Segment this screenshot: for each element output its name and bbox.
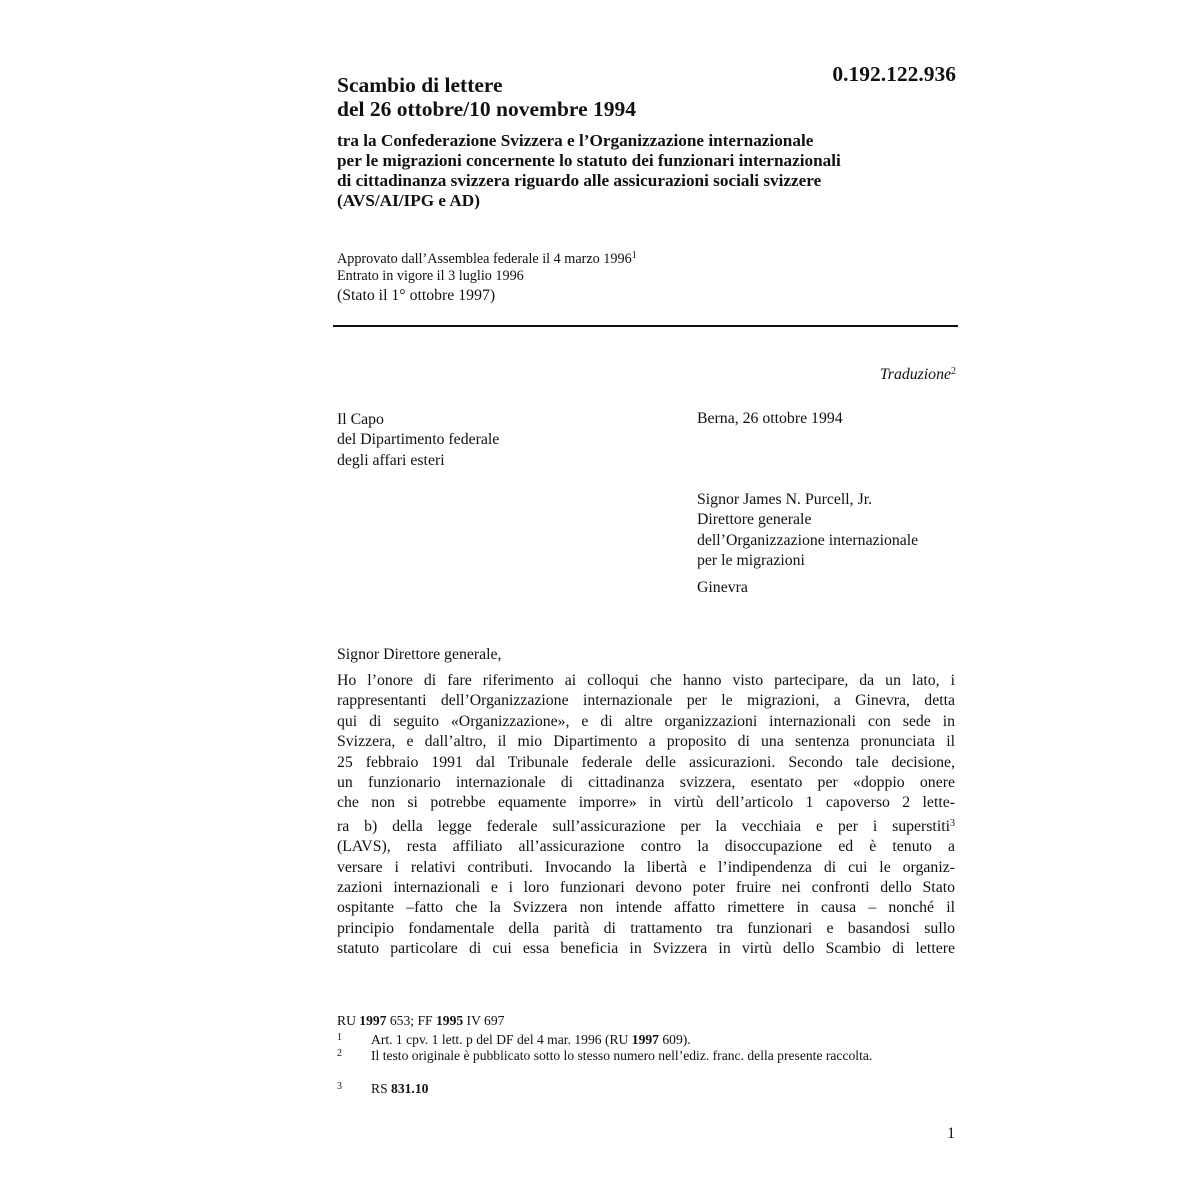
- recipient-city: Ginevra: [697, 579, 748, 596]
- body-line: Ho l’onore di fare riferimento ai colloqui che hanno visto partecipare, da un lato, i: [337, 672, 955, 689]
- body-line: qui di seguito «Organizzazione», e di altre organizzazioni internazionali con sede in: [337, 712, 955, 730]
- letter-body: [337, 671, 955, 960]
- status-date: (Stato il 1° ottobre 1997): [337, 287, 496, 304]
- ref-text: 653; FF: [386, 1013, 436, 1028]
- translation-note: [780, 366, 956, 384]
- document-subtitle: [337, 131, 962, 211]
- footnote-text: [371, 1049, 911, 1063]
- body-line: ospitante –fatto che la Svizzera non intende affatto rimettere in causa – nonché il: [337, 899, 955, 917]
- body-line: un funzionario internazionale di cittadinanza svizzera, esentato per «doppio onere: [337, 774, 955, 792]
- footnote-marker[interactable]: 1: [631, 250, 637, 261]
- ref-text: IV 697: [463, 1013, 505, 1028]
- title-line-2: del 26 ottobre/10 novembre 1994: [337, 97, 636, 121]
- translation-label: Traduzione: [879, 366, 951, 383]
- recipient-line: Direttore generale: [697, 511, 812, 529]
- approval-info: [337, 247, 637, 285]
- letter-place-date: Berna, 26 ottobre 1994: [697, 410, 843, 427]
- body-line: Svizzera, e dall’altro, il mio Dipartimento a proposito di una sentenza pronunciata il: [337, 733, 955, 751]
- body-line: statuto particolare di cui essa beneficia in Svizzera in virtù dello Scambio di lettere: [337, 940, 955, 958]
- sender-line: degli affari esteri: [337, 451, 445, 469]
- recipient-line: dell’Organizzazione internazionale: [697, 531, 919, 549]
- footnote-marker[interactable]: 3: [950, 817, 955, 829]
- footnote-text-part: Art. 1 cpv. 1 lett. p del DF del 4 mar. 1996 (RU: [371, 1032, 632, 1047]
- sr-number: 0.192.122.936: [832, 62, 956, 86]
- page-number: 1: [947, 1125, 955, 1142]
- footnote-marker[interactable]: 2: [951, 366, 956, 377]
- footnote-number: 2: [337, 1048, 342, 1059]
- body-line: 25 febbraio 1991 dal Tribunale federale delle assicurazioni. Secondo tale decisione,: [337, 753, 955, 771]
- approved-line: [337, 247, 637, 268]
- title-line-1: Scambio di lettere: [337, 73, 503, 97]
- footnote-text-part: RS: [371, 1081, 392, 1096]
- document-title: [337, 73, 817, 121]
- body-line-text: ra b) della legge federale sull’assicurazione per la vecchiaia e per i superstiti: [337, 817, 950, 835]
- letter-recipient: [697, 490, 918, 572]
- ref-year: 1997: [359, 1013, 387, 1028]
- footnote-bold: 831.10: [391, 1081, 429, 1096]
- ref-year: 1995: [435, 1013, 464, 1028]
- subtitle-line: tra la Confederazione Svizzera e l’Organizzazione internazionale: [337, 131, 814, 150]
- sender-line: Il Capo: [337, 411, 384, 428]
- recipient-line: per le migrazioni: [697, 552, 805, 570]
- letter-sender: [337, 410, 499, 471]
- letter-salutation: Signor Direttore generale,: [337, 646, 502, 663]
- ref-text: RU: [337, 1013, 360, 1028]
- publication-reference: [337, 1013, 504, 1029]
- body-line-with-footnote: [337, 814, 955, 837]
- body-line: principio fondamentale della parità di trattamento tra funzionari e basandosi sullo: [337, 919, 955, 937]
- footnote-text-part: 609).: [658, 1032, 691, 1047]
- footnote-text-part: Il testo originale è pubblicato sotto lo stesso numero nell’ediz. franc. della presente raccolta.: [371, 1048, 873, 1063]
- approved-text: Approvato dall’Assemblea federale il 4 marzo 1996: [337, 251, 632, 267]
- footnote-bold: 1997: [631, 1032, 659, 1047]
- body-line: versare i relativi contributi. Invocando la libertà e l’indipendenza di cui le organiz-: [337, 858, 955, 876]
- footnote-number: 3: [337, 1081, 342, 1092]
- footnote-number: 1: [337, 1032, 342, 1043]
- footnote-text: [371, 1033, 931, 1047]
- subtitle-line: di cittadinanza svizzera riguardo alle assicurazioni sociali svizzere: [337, 171, 822, 190]
- body-line: che non si potrebbe equamente imporre» in virtù dell’articolo 1 capoverso 2 lette-: [337, 794, 955, 812]
- recipient-line: Signor James N. Purcell, Jr.: [697, 491, 873, 508]
- body-line: rappresentanti dell’Organizzazione internazionale per le migrazioni, a Ginevra, detta: [337, 692, 955, 710]
- body-line: (LAVS), resta affiliato all’assicurazione contro la disoccupazione ed è tenuto a: [337, 838, 955, 856]
- subtitle-line: (AVS/AI/IPG e AD): [337, 191, 480, 210]
- header-divider: [333, 325, 958, 327]
- subtitle-line: per le migrazioni concernente lo statuto dei funzionari internazionali: [337, 151, 841, 170]
- body-line: zazioni internazionali e i loro funzionari devono poter fruire nei confronti dello Stato: [337, 879, 955, 897]
- footnote-text: [371, 1082, 931, 1096]
- sender-line: del Dipartimento federale: [337, 431, 500, 449]
- in-force-line: Entrato in vigore il 3 luglio 1996: [337, 268, 524, 284]
